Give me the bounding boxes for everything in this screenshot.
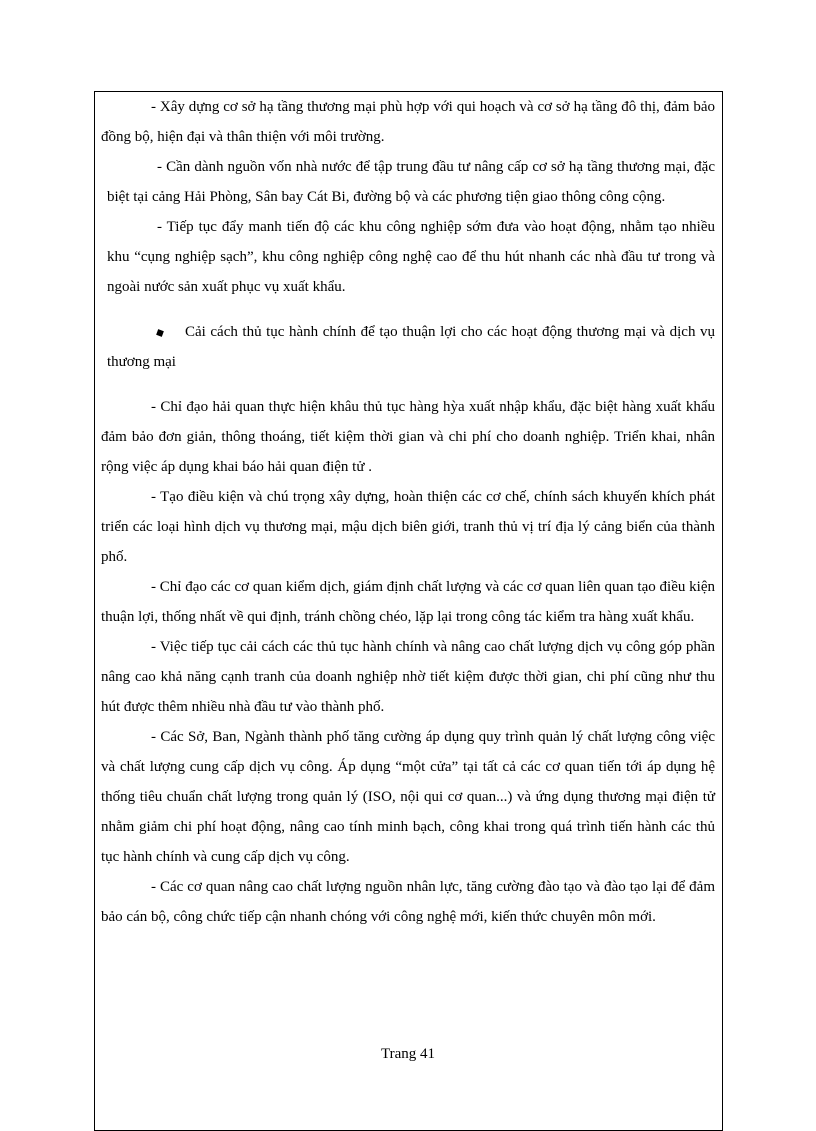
bullet-icon	[156, 329, 164, 337]
document-body	[97, 92, 719, 932]
page-number: Trang 41	[380, 1046, 436, 1062]
bullet-heading	[97, 317, 719, 377]
paragraph-departments: - Các Sở, Ban, Ngành thành phố tăng cường áp dụng quy trình quản lý chất lượng công việc và chất lượng cung cấp dịch vụ công. Áp dụng “một cửa” tại tất cả các cơ quan tiến tới áp dụng hệ thống tiêu chuẩn chất lượng trong quản lý (ISO, nội qui cơ quan...) và ứng dụng thương mại điện tử nhằm giảm chi phí hoạt động, nâng cao tính minh bạch, công khai trong quá trình tiến hành các thủ tục hành chính và cung cấp dịch vụ công.	[101, 729, 715, 865]
paragraph-human-resources: - Các cơ quan nâng cao chất lượng nguồn nhân lực, tăng cường đào tạo và đào tạo lại để đảm bảo cán bộ, công chức tiếp cận nhanh chóng với công nghệ mới, kiến thức chuyên môn mới.	[101, 879, 715, 925]
paragraph-industrial-zones: - Tiếp tục đẩy manh tiến độ các khu công nghiệp sớm đưa vào hoạt động, nhằm tạo nhiều khu “cụng nghiệp sạch”, khu công nghiệp công nghệ cao để thu hút nhanh các nhà đầu tư trong và ngoài nước sản xuất phục vụ xuất khẩu.	[107, 219, 715, 295]
paragraph-conditions: - Tạo điều kiện và chú trọng xây dựng, hoàn thiện các cơ chế, chính sách khuyến khích phát triển các loại hình dịch vụ thương mại, mậu dịch biên giới, tranh thủ vị trí địa lý cảng biển của thành phố.	[101, 489, 715, 565]
paragraph-state-capital: - Cần dành nguồn vốn nhà nước để tập trung đầu tư nâng cấp cơ sở hạ tầng thương mại, đặc biệt tại cảng Hải Phòng, Sân bay Cát Bi, đường bộ và các phương tiện giao thông công cộng.	[107, 159, 715, 205]
paragraph-infrastructure: - Xây dựng cơ sở hạ tầng thương mại phù hợp với qui hoạch và cơ sở hạ tầng đô thị, đảm bảo đồng bộ, hiện đại và thân thiện với môi trường.	[101, 99, 715, 145]
paragraph-quarantine: - Chỉ đạo các cơ quan kiểm dịch, giám định chất lượng và các cơ quan liên quan tạo điều kiện thuận lợi, thống nhất về qui định, tránh chồng chéo, lặp lại trong công tác kiểm tra hàng xuất khẩu.	[101, 579, 715, 625]
bullet-heading-text: Cải cách thủ tục hành chính để tạo thuận lợi cho các hoạt động thương mại và dịch vụ thương mại	[107, 324, 715, 370]
paragraph-admin-reform: - Việc tiếp tục cải cách các thủ tục hành chính và nâng cao chất lượng dịch vụ công góp phần nâng cao khả năng cạnh tranh của doanh nghiệp nhờ tiết kiệm được thời gian, chi phí cũng như thu hút được thêm nhiều nhà đầu tư vào thành phố.	[101, 639, 715, 715]
paragraph-customs: - Chỉ đạo hải quan thực hiện khâu thủ tục hàng hỳa xuất nhập khẩu, đặc biệt hàng xuất khẩu đảm bảo đơn giản, thông thoáng, tiết kiệm thời gian và chi phí cho doanh nghiệp. Triển khai, nhân rộng việc áp dụng khai báo hải quan điện tử .	[101, 399, 715, 475]
